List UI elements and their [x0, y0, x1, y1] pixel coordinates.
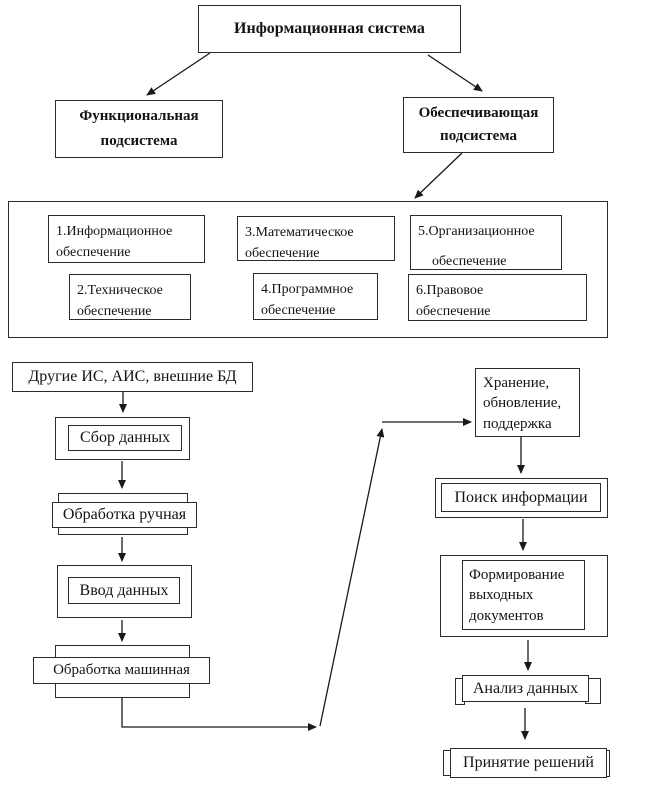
node-providing-subsystem — [403, 97, 554, 153]
node-info-search-inner — [441, 483, 601, 512]
node-storage-line1: Хранение, — [483, 375, 550, 391]
node-information-system-label: Информационная система — [234, 20, 425, 37]
node-providing-line1: Обеспечивающая — [418, 104, 539, 121]
node-functional-subsystem — [55, 100, 223, 158]
support-informational-line1: 1.Информационное — [56, 224, 173, 239]
node-info-search-label: Поиск информации — [454, 488, 588, 506]
node-data-input-inner — [68, 577, 180, 604]
node-data-input — [57, 565, 192, 618]
arrow-providing-to-support — [415, 153, 462, 198]
node-decision — [450, 748, 607, 778]
support-software-line1: 4.Программное — [261, 282, 354, 297]
node-information-system — [198, 5, 461, 53]
node-data-collection — [55, 417, 190, 460]
node-data-collection-inner — [68, 425, 182, 451]
support-software-line2: обеспечение — [261, 303, 336, 318]
node-support-informational — [48, 215, 205, 263]
node-support-organizational — [410, 215, 562, 270]
support-mathematical-line2: обеспечение — [245, 246, 320, 261]
node-functional-line1: Функциональная — [79, 108, 199, 125]
node-support-mathematical — [237, 216, 395, 261]
node-manual-processing — [52, 502, 197, 528]
node-data-analysis-label: Анализ данных — [472, 679, 579, 697]
node-support-legal — [408, 274, 587, 321]
support-legal-line2: обеспечение — [416, 304, 491, 319]
node-external-sources — [12, 362, 253, 392]
node-external-sources-label: Другие ИС, АИС, внешние БД — [28, 368, 237, 385]
node-data-input-label: Ввод данных — [79, 581, 169, 599]
support-technical-line1: 2.Техническое — [77, 283, 163, 298]
arrow-root-to-providing — [428, 55, 482, 91]
node-machine-processing — [33, 657, 210, 684]
arrow-diagonal-up — [320, 429, 382, 726]
node-manual-processing-label: Обработка ручная — [62, 506, 187, 523]
node-data-collection-label: Сбор данных — [79, 429, 171, 446]
support-technical-line2: обеспечение — [77, 304, 152, 319]
node-output-documents — [440, 555, 608, 637]
node-decision-label: Принятие решений — [463, 754, 594, 771]
node-machine-processing-label: Обработка машинная — [53, 662, 190, 678]
node-support-software — [253, 273, 378, 320]
node-storage — [475, 368, 580, 437]
node-providing-line2: подсистема — [440, 128, 517, 145]
node-output-documents-line1: Формирование — [469, 567, 565, 583]
arrow-root-to-functional — [147, 53, 210, 95]
arrow-machine-elbow — [122, 698, 316, 727]
node-storage-line2: обновление, — [483, 395, 562, 412]
support-legal-line1: 6.Правовое — [416, 283, 484, 298]
node-output-documents-inner — [462, 560, 585, 630]
support-organizational-line1: 5.Организационное — [418, 224, 535, 239]
support-mathematical-line1: 3.Математическое — [245, 225, 354, 240]
node-info-search — [435, 478, 608, 518]
support-informational-line2: обеспечение — [56, 245, 131, 260]
node-output-documents-line2: выходных — [469, 587, 534, 604]
node-storage-line3: поддержка — [483, 415, 552, 432]
node-support-technical — [69, 274, 191, 320]
node-functional-line2: подсистема — [100, 132, 178, 149]
node-data-analysis — [462, 675, 589, 702]
support-organizational-line2: обеспечение — [432, 254, 507, 269]
node-output-documents-line3: документов — [469, 607, 544, 624]
